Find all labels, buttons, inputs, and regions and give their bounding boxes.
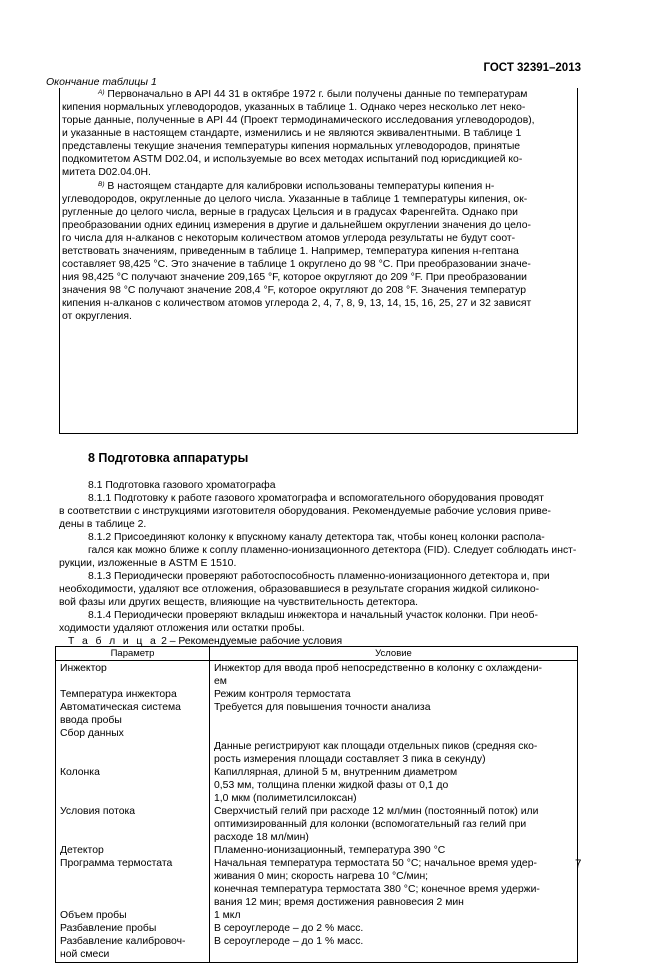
- footnote-a-line: представлены текущие значения температуры кипения нормальных углеводородов, принятые: [62, 141, 521, 152]
- table2-param: Разбавление калибровоч-: [60, 936, 186, 947]
- paragraph-line: рукции, изложенные в ASTM E 1510.: [59, 558, 237, 569]
- footnote-a-line: $^{А)}$ Первоначально в API 44 31 в октябре 1972 г. были получены данные по температурам: [98, 89, 528, 100]
- footnote-b-line: ругленные до целого числа, верные в градусах Цельсия и в градусах Фаренгейта. Однако при: [62, 207, 518, 218]
- table2-param: Инжектор: [60, 663, 107, 674]
- table1-footnotes-box: [59, 88, 578, 434]
- table2-condition: ем: [214, 676, 227, 687]
- table2-condition: Данные регистрируют как площади отдельных пиков (средняя ско-: [214, 741, 538, 752]
- table2-condition: Пламенно-ионизационный, температура 390 °С: [214, 845, 446, 856]
- footnote-b-marker: В): [98, 181, 105, 188]
- paragraph-line: 8.1.3 Периодически проверяют работоспособность пламенно-ионизационного детектора и, при: [88, 571, 550, 582]
- table2-param: Условия потока: [60, 806, 136, 817]
- table2-condition: Начальная температура термостата 50 °С; начальное время удер-: [214, 858, 537, 869]
- paragraph-line: вой фазы или других веществ, влияющие на чувствительность детектора.: [59, 597, 419, 608]
- paragraph-line: ходимости удаляют отложения или остатки пробы.: [59, 623, 305, 634]
- standard-code: ГОСТ 32391–2013: [483, 62, 581, 74]
- table2-header-param: Параметр: [110, 648, 155, 659]
- footnote-a-line: подкомитетом ASTM D02.04, и используемые во всех методах испытаний под юрисдикцией ко-: [62, 154, 523, 165]
- paragraph-line: 8.1 Подготовка газового хроматографа: [88, 480, 276, 491]
- footnote-b-line: углеводородов, округленные до целого числа. Указанные в таблице 1 температуры кипения, ок-: [62, 194, 528, 205]
- paragraph-line: гался как можно ближе к соплу пламенно-ионизационного детектора (FID). Следует соблюдать инст-: [88, 545, 577, 556]
- table2-param: Колонка: [60, 767, 100, 778]
- table2-param: Программа термостата: [60, 858, 173, 869]
- footnote-a-line: и указанные в настоящем стандарте, изменились и не являются эквивалентными. В таблице 1: [62, 128, 522, 139]
- table2-condition: конечная температура термостата 380 °С; конечное время удержи-: [214, 884, 540, 895]
- footnote-b-line: $^{В)}$ В настоящем стандарте для калибровки использованы температуры кипения н-: [98, 181, 495, 192]
- table2-param: ввода пробы: [60, 715, 122, 726]
- table2-condition: Инжектор для ввода проб непосредственно в колонку с охлаждени-: [214, 663, 542, 674]
- paragraph-line: дены в таблице 2.: [59, 519, 147, 530]
- table2-condition: вания 12 мин; время достижения равновесия 2 мин: [214, 897, 464, 908]
- table2-condition: Капиллярная, длиной 5 м, внутренним диаметром: [214, 767, 458, 778]
- table2-param: Объем пробы: [60, 910, 127, 921]
- footnote-b-line: ветствовать значениям, приведенным в таблице 1. Например, температура кипения н-гептана: [62, 246, 519, 257]
- footnote-b-line: кипения н-алканов с количеством атомов углерода 2, 4, 7, 8, 9, 13, 14, 15, 16, 25, 27 и 32 зависят: [62, 298, 532, 309]
- table2-param: Сбор данных: [60, 728, 124, 739]
- paragraph-line: 8.1.1 Подготовку к работе газового хроматографа и вспомогательного оборудования проводят: [88, 493, 544, 504]
- table2-header-condition: Условие: [375, 648, 412, 659]
- table2-param: Разбавление пробы: [60, 923, 157, 934]
- table2-condition: живания 0 мин; скорость нагрева 10 °С/мин;: [214, 871, 429, 882]
- table2-param: Детектор: [60, 845, 104, 856]
- table2-condition: расходе 18 мл/мин): [214, 832, 309, 843]
- table2-param: Автоматическая система: [60, 702, 181, 713]
- table2-condition: В сероуглероде – до 1 % масс.: [214, 936, 364, 947]
- table2-param: Температура инжектора: [60, 689, 177, 700]
- footnote-a-marker: А): [98, 89, 105, 96]
- footnote-b-line: значения 98 °С получают значение 208,4 °F, которое округляют до 208 °F. Значения температур: [62, 285, 527, 296]
- table2-caption-prefix: Т а б л и ц а: [68, 636, 159, 647]
- table2-condition: В сероуглероде – до 2 % масс.: [214, 923, 364, 934]
- paragraph-line: 8.1.2 Присоединяют колонку к впускному каналу детектора так, чтобы конец колонки распола-: [88, 532, 545, 543]
- table1-continuation-label: Окончание таблицы 1: [46, 76, 157, 88]
- table2-caption-text: 2 – Рекомендуемые рабочие условия: [158, 636, 343, 647]
- paragraph-line: необходимости, удаляют все отложения, образовавшиеся в результате сгорания жидкой силиконо-: [59, 584, 540, 595]
- table2-header: [56, 647, 577, 661]
- footnote-a-line: торые данные, полученные в API 44 (Проект термодинамического исследования углеводородов),: [62, 115, 535, 126]
- table2-param: ной смеси: [60, 949, 110, 960]
- footnote-b-line: от округления.: [62, 311, 132, 322]
- table2-condition: Режим контроля термостата: [214, 689, 351, 700]
- footnote-b-line: го числа для н-алканов с некоторым количеством атомов углерода результаты не будут соот-: [62, 233, 516, 244]
- footnote-a-line: кипения нормальных углеводородов, указанных в таблице 1. Однако через несколько лет неко-: [62, 102, 526, 113]
- section-8-title: 8 Подготовка аппаратуры: [88, 451, 249, 465]
- table2-condition: 0,53 мм, толщина пленки жидкой фазы от 0,1 до: [214, 780, 449, 791]
- paragraph-line: 8.1.4 Периодически проверяют вкладыш инжектора и начальный участок колонки. При необ-: [88, 610, 538, 621]
- paragraph-line: в соответствии с инструкциями изготовителя оборудования. Рекомендуемые рабочие условия приве-: [59, 506, 551, 517]
- table2-condition: оптимизированный для колонки (вспомогательный газ гелий при: [214, 819, 527, 830]
- table2-caption: [68, 635, 342, 648]
- table2-condition: Сверхчистый гелий при расходе 12 мл/мин (постоянный поток) или: [214, 806, 539, 817]
- table2-condition: рость измерения площади составляет 3 пика в секунду): [214, 754, 486, 765]
- table2-column-divider: [209, 647, 210, 962]
- table2-condition: 1,0 мкм (полиметилсилоксан): [214, 793, 357, 804]
- page-number: 7: [575, 859, 582, 871]
- footnote-b-line: преобразовании одних единиц измерения в другие и дальнейшем округлении значения до цело-: [62, 220, 531, 231]
- table2: [55, 646, 578, 963]
- table2-condition: Требуется для повышения точности анализа: [214, 702, 431, 713]
- footnote-b-line: ния 98,425 °С получают значение 209,165 °F, которое округляют до 209 °F. При преобразовании: [62, 272, 527, 283]
- footnote-b-line: составляет 98,425 °С. Это значение в таблице 1 округлено до 98 °С. При преобразовании значе-: [62, 259, 531, 270]
- footnote-a-line: митета D02.04.0H.: [62, 167, 151, 178]
- table2-condition: 1 мкл: [214, 910, 241, 921]
